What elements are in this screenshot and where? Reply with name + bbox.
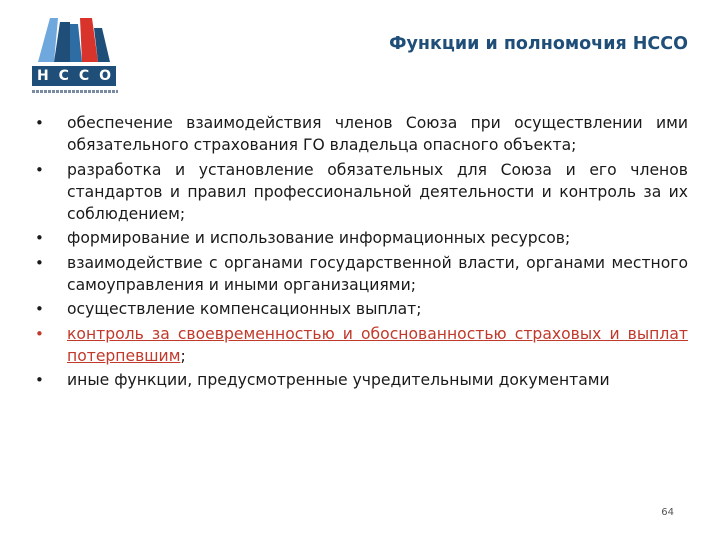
logo-letter: Н xyxy=(36,68,49,84)
slide-title: Функции и полномочия НССО xyxy=(389,34,688,54)
list-item-link[interactable]: контроль за своевременностью и обоснованностью страховых и выплат потерпевшим xyxy=(67,324,688,365)
list-item-text: разработка и установление обязательных для Союза и его членов стандартов и правил профессиональной деятельности и контроль за их соблюдением; xyxy=(67,160,688,223)
list-item xyxy=(32,252,688,296)
list-item-text: иные функции, предусмотренные учредительными документами xyxy=(67,371,610,389)
list-item xyxy=(32,112,688,156)
logo-letter: С xyxy=(58,68,69,84)
list-item-text: обеспечение взаимодействия членов Союза при осуществлении ими обязательного страхования ГО владельца опасного объекта; xyxy=(67,114,688,154)
logo-building-icon xyxy=(36,14,112,62)
list-item xyxy=(32,369,688,391)
list-item xyxy=(32,298,688,320)
functions-list xyxy=(32,112,688,394)
list-item xyxy=(32,227,688,249)
page-number: 64 xyxy=(661,507,674,518)
bullet-icon: • xyxy=(35,324,44,343)
logo-letter: С xyxy=(78,68,90,84)
list-item-text: формирование и использование информационных ресурсов; xyxy=(67,229,571,247)
list-item xyxy=(32,159,688,225)
bullet-icon: • xyxy=(35,300,44,318)
list-item-text: осуществление компенсационных выплат; xyxy=(67,300,422,318)
list-item-tail: ; xyxy=(180,346,186,365)
bullet-icon: • xyxy=(35,253,44,272)
nsso-logo xyxy=(30,14,118,94)
list-item-highlighted xyxy=(32,323,688,367)
logo-wordmark xyxy=(30,64,118,88)
list-item-text: взаимодействие с органами государственной власти, органами местного самоуправления и иными организациями; xyxy=(67,253,688,294)
bullet-icon: • xyxy=(35,160,44,179)
bullet-icon: • xyxy=(35,229,44,247)
bullet-icon: • xyxy=(35,371,44,389)
bullet-icon: • xyxy=(35,114,44,132)
logo-tagline xyxy=(32,90,118,93)
logo-letter: О xyxy=(99,68,112,84)
